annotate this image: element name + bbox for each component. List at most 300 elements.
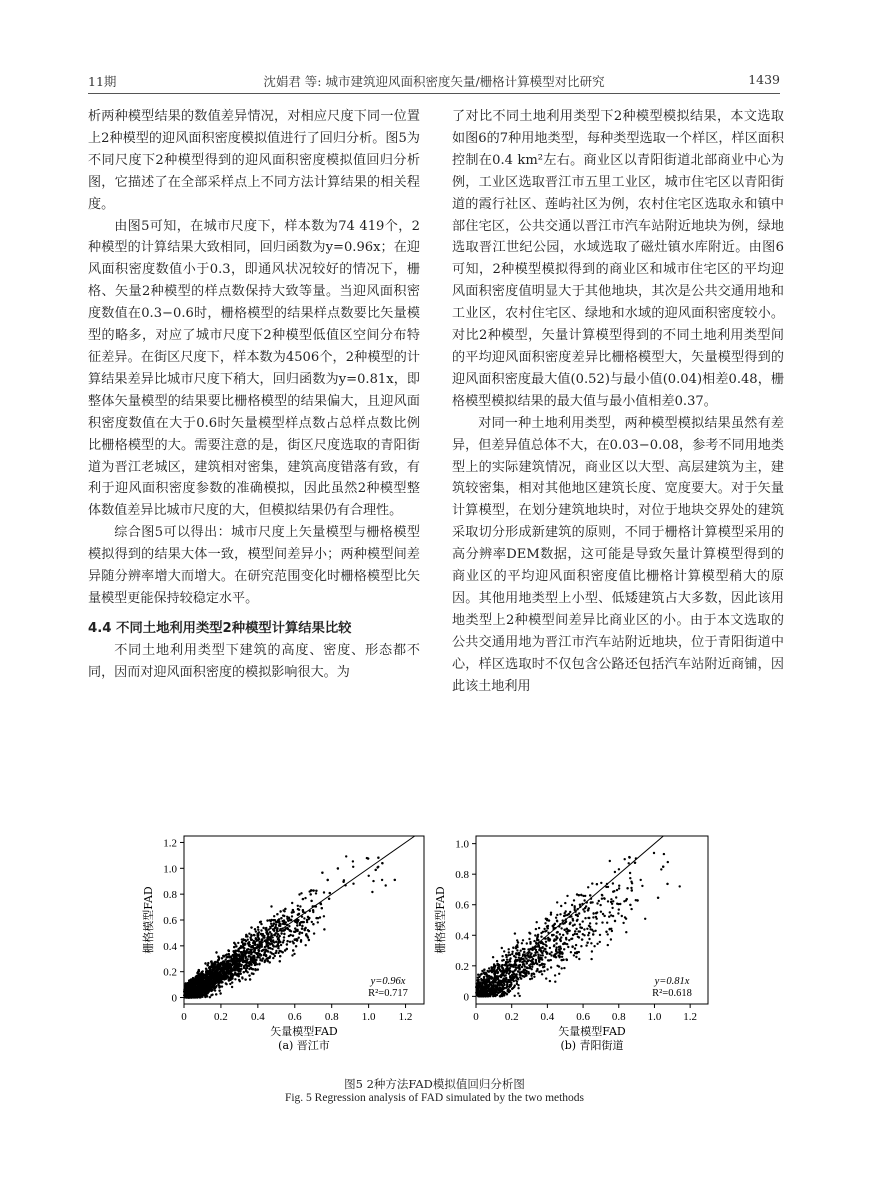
- data-point: [205, 995, 207, 997]
- data-point: [275, 941, 277, 943]
- issue-label: 11期: [88, 74, 117, 89]
- paragraph: 综合图5可以得出：城市尺度上矢量模型与栅格模型模拟得到的结果大体一致，模型间差异小；两种模型间差异随分辨率增大而增大。在研究范围变化时栅格模型比矢量模型更能保持较稳定水平。: [88, 525, 420, 606]
- y-tick-label: 1.0: [455, 838, 469, 851]
- data-point: [303, 917, 305, 919]
- data-point: [588, 938, 590, 940]
- data-point: [219, 979, 221, 981]
- data-point: [550, 966, 552, 968]
- data-point: [550, 951, 552, 953]
- data-point: [574, 930, 576, 932]
- data-point: [555, 949, 557, 951]
- data-point: [573, 954, 575, 956]
- data-point: [304, 929, 306, 931]
- data-point: [299, 905, 301, 907]
- data-point: [521, 961, 523, 963]
- data-point: [588, 932, 590, 934]
- data-point: [634, 862, 636, 864]
- data-point: [274, 919, 276, 921]
- data-point: [278, 921, 280, 923]
- data-point: [214, 961, 216, 963]
- data-point: [254, 928, 256, 930]
- data-point: [271, 948, 273, 950]
- data-point: [483, 976, 485, 978]
- y-axis-label: 栅格模型FAD: [434, 886, 447, 954]
- x-tick-label: 0.8: [611, 1011, 626, 1023]
- data-point: [546, 968, 548, 970]
- data-point: [497, 967, 499, 969]
- data-point: [286, 940, 288, 942]
- data-point: [248, 974, 250, 976]
- data-point: [545, 941, 547, 943]
- data-point: [233, 973, 235, 975]
- data-point: [494, 974, 496, 976]
- y-tick-label: 0: [463, 991, 469, 1004]
- data-point: [496, 960, 498, 962]
- data-point: [611, 903, 613, 905]
- data-point: [549, 947, 551, 949]
- data-point: [243, 971, 245, 973]
- data-point: [556, 965, 558, 967]
- data-point: [575, 928, 577, 930]
- data-point: [221, 957, 223, 959]
- data-point: [529, 932, 531, 934]
- data-point: [492, 956, 494, 958]
- data-point: [367, 857, 369, 859]
- data-point: [258, 963, 260, 965]
- data-point: [542, 954, 544, 956]
- data-point: [512, 947, 514, 949]
- data-point: [565, 921, 567, 923]
- data-point: [622, 922, 624, 924]
- data-point: [566, 914, 568, 916]
- data-point: [300, 921, 302, 923]
- data-point: [317, 921, 319, 923]
- data-point: [273, 915, 275, 917]
- data-point: [514, 995, 516, 997]
- data-point: [528, 938, 530, 940]
- data-point: [584, 907, 586, 909]
- data-point: [493, 969, 495, 971]
- data-point: [188, 985, 190, 987]
- data-point: [269, 919, 271, 921]
- paragraph: 析两种模型结果的数值差异情况，对相应尺度下同一位置上2种模型的迎风面积密度模拟值进行了回归分析。图5为不同尺度下2种模型得到的迎风面积密度模拟值回归分析图，它描述了在全部采样点上不同方法计算结果的相关程度。: [88, 109, 420, 212]
- data-point: [217, 956, 219, 958]
- data-point: [279, 960, 281, 962]
- data-point: [227, 970, 229, 972]
- data-point: [234, 950, 236, 952]
- data-point: [508, 951, 510, 953]
- data-point: [599, 904, 601, 906]
- data-point: [593, 945, 595, 947]
- data-point: [265, 945, 267, 947]
- data-point: [207, 962, 209, 964]
- y-tick-label: 0.4: [455, 930, 469, 943]
- data-point: [612, 891, 614, 893]
- data-point: [603, 915, 605, 917]
- left-column: [88, 106, 420, 684]
- data-point: [312, 923, 314, 925]
- data-point: [547, 927, 549, 929]
- data-point: [352, 883, 354, 885]
- data-point: [630, 887, 632, 889]
- data-point: [592, 933, 594, 935]
- data-point: [321, 907, 323, 909]
- data-point: [279, 910, 281, 912]
- data-point: [513, 955, 515, 957]
- data-point: [277, 933, 279, 935]
- y-tick-label: 0.6: [163, 915, 177, 927]
- data-point: [556, 914, 558, 916]
- data-point: [628, 862, 630, 864]
- data-point: [580, 945, 582, 947]
- data-point: [587, 909, 589, 911]
- data-point: [607, 944, 609, 946]
- data-point: [517, 941, 519, 943]
- data-point: [262, 957, 264, 959]
- data-point: [225, 975, 227, 977]
- data-point: [569, 911, 571, 913]
- header-rule: [88, 93, 780, 94]
- data-point: [493, 971, 495, 973]
- data-point: [501, 964, 503, 966]
- data-point: [535, 960, 537, 962]
- data-point: [223, 962, 225, 964]
- data-point: [503, 994, 505, 996]
- data-point: [279, 950, 281, 952]
- data-point: [203, 988, 205, 990]
- data-point: [618, 868, 620, 870]
- paragraph: 对同一种土地利用类型，两种模型模拟结果虽然有差异，但差异值总体不大，在0.03−0.08，参考不同用地类型上的实际建筑情况，商业区以大型、高层建筑为主，建筑较密集，相对其他地区建筑长度、宽度要大。对于矢量计算模型，在划分建筑地块时，对位于地块交界处的建筑采取切分形成新建筑的原则，不同于栅格计算模型采用的高分辨率DEM数据，这可能是导致矢量计算模型得到的商业区的平均迎风面积密度值比栅格计算模型稍大的原因。其他用地类型上小型、低矮建筑占大多数，因此该用地类型上2种模型间差异比商业区的小。由于本文选取的公共交通用地为晋江市汽车站附近地块，位于青阳街道中心，样区选取时不仅包含公路还包括汽车站附近商铺，因此该土地利用: [452, 415, 784, 694]
- data-point: [584, 895, 586, 897]
- data-point: [197, 995, 199, 997]
- data-point: [263, 937, 265, 939]
- data-point: [624, 858, 626, 860]
- data-point: [614, 871, 616, 873]
- data-point: [315, 890, 317, 892]
- data-point: [515, 967, 517, 969]
- data-point: [259, 921, 261, 923]
- data-point: [288, 925, 290, 927]
- x-tick-label: 0.6: [576, 1011, 590, 1023]
- data-point: [562, 943, 564, 945]
- data-point: [653, 852, 655, 854]
- data-point: [244, 957, 246, 959]
- data-point: [533, 940, 535, 942]
- data-point: [542, 950, 544, 952]
- data-point: [501, 947, 503, 949]
- data-point: [202, 974, 204, 976]
- data-point: [245, 965, 247, 967]
- y-tick-label: 1.2: [163, 837, 177, 850]
- data-point: [217, 962, 219, 964]
- data-point: [525, 972, 527, 974]
- data-point: [501, 955, 503, 957]
- data-point: [571, 904, 573, 906]
- data-point: [545, 977, 547, 979]
- data-point: [596, 943, 598, 945]
- data-point: [266, 919, 268, 921]
- data-point: [273, 930, 275, 932]
- data-point: [207, 973, 209, 975]
- data-point: [548, 919, 550, 921]
- data-point: [506, 993, 508, 995]
- data-point: [524, 969, 526, 971]
- data-point: [315, 917, 317, 919]
- data-point: [251, 959, 253, 961]
- data-point: [480, 979, 482, 981]
- data-point: [231, 986, 233, 988]
- data-point: [242, 939, 244, 941]
- data-point: [503, 950, 505, 952]
- data-point: [215, 986, 217, 988]
- scatter-panel-b: [433, 836, 708, 1052]
- data-point: [248, 941, 250, 943]
- data-point: [272, 957, 274, 959]
- data-point: [523, 948, 525, 950]
- data-point: [381, 862, 383, 864]
- data-point: [283, 933, 285, 935]
- data-point: [592, 912, 594, 914]
- data-point: [194, 979, 196, 981]
- r-squared-label: R²=0.618: [652, 988, 692, 999]
- data-point: [284, 949, 286, 951]
- data-point: [515, 975, 517, 977]
- figure-caption-zh: 图5 2种方法FAD模拟值回归分析图: [344, 1077, 525, 1091]
- data-point: [572, 924, 574, 926]
- data-point: [217, 978, 219, 980]
- data-point: [487, 994, 489, 996]
- data-point: [570, 938, 572, 940]
- data-point: [275, 952, 277, 954]
- data-point: [579, 923, 581, 925]
- data-point: [225, 983, 227, 985]
- data-point: [621, 915, 623, 917]
- data-point: [623, 900, 625, 902]
- data-point: [243, 965, 245, 967]
- data-point: [310, 900, 312, 902]
- data-point: [548, 938, 550, 940]
- x-axis-label: 矢量模型FAD: [558, 1025, 626, 1038]
- data-point: [196, 991, 198, 993]
- data-point: [205, 984, 207, 986]
- data-point: [522, 970, 524, 972]
- data-point: [298, 933, 300, 935]
- data-point: [241, 977, 243, 979]
- data-point: [201, 971, 203, 973]
- data-point: [255, 938, 257, 940]
- data-point: [541, 963, 543, 965]
- x-tick-label: 0.6: [287, 1011, 302, 1023]
- x-tick-label: 1.2: [683, 1011, 698, 1023]
- data-point: [514, 932, 516, 934]
- y-tick-label: 1.0: [163, 863, 177, 876]
- data-point: [596, 883, 598, 885]
- data-point: [248, 965, 250, 967]
- data-point: [228, 953, 230, 955]
- panel-subtitle: (a) 晋江市: [278, 1039, 330, 1052]
- paragraph: 了对比不同土地利用类型下2种模型模拟结果，本文选取如图6的7种用地类型，每种类型选取一个样区，样区面积控制在0.4 km²左右。商业区以青阳街道北部商业中心为例，工业区选取晋江市五里工业区，城市住宅区以青阳街道的霞行社区、莲屿社区为例，农村住宅区选取永和镇中部住宅区，公共交通以晋江市汽车站附近地块为例，绿地选取晋江世纪公园，水域选取了磁灶镇水库附近。由图6可知，2种模型模拟得到的商业区和城市住宅区的平均迎风面积密度值明显大于其他地块，其次是公共交通用地和工业区，农村住宅区、绿地和水域的迎风面积密度较小。对比2种模型，矢量计算模型得到的不同土地利用类型间的平均迎风面积密度差异比栅格模型大，矢量模型得到的迎风面积密度最大值(0.52)与最小值(0.04)相差0.48，栅格模型模拟结果的最大值与最小值相差0.37。: [452, 109, 784, 409]
- data-point: [606, 922, 608, 924]
- data-point: [663, 853, 665, 855]
- data-point: [519, 995, 521, 997]
- data-point: [519, 960, 521, 962]
- data-point: [238, 963, 240, 965]
- data-point: [494, 992, 496, 994]
- data-point: [227, 960, 229, 962]
- data-point: [551, 934, 553, 936]
- data-point: [527, 960, 529, 962]
- y-tick-label: 0.6: [455, 899, 469, 912]
- data-point: [328, 898, 330, 900]
- x-tick-label: 0: [181, 1011, 187, 1023]
- data-point: [375, 869, 377, 871]
- data-point: [279, 955, 281, 957]
- data-point: [477, 974, 479, 976]
- r-squared-label: R²=0.717: [368, 988, 408, 999]
- data-point: [618, 887, 620, 889]
- data-point: [505, 961, 507, 963]
- data-point: [555, 942, 557, 944]
- data-point: [625, 931, 627, 933]
- data-point: [600, 882, 602, 884]
- data-point: [513, 986, 515, 988]
- data-point: [564, 902, 566, 904]
- data-point: [540, 936, 542, 938]
- data-point: [612, 900, 614, 902]
- data-point: [518, 954, 520, 956]
- data-point: [496, 982, 498, 984]
- data-point: [569, 922, 571, 924]
- data-point: [478, 979, 480, 981]
- data-point: [662, 866, 664, 868]
- data-point: [292, 949, 294, 951]
- data-point: [531, 973, 533, 975]
- data-point: [565, 938, 567, 940]
- data-point: [211, 962, 213, 964]
- data-point: [567, 946, 569, 948]
- data-point: [587, 934, 589, 936]
- data-point: [537, 954, 539, 956]
- data-point: [296, 924, 298, 926]
- data-point: [538, 964, 540, 966]
- data-point: [605, 931, 607, 933]
- data-point: [302, 911, 304, 913]
- data-point: [308, 930, 310, 932]
- data-point: [225, 972, 227, 974]
- data-point: [628, 856, 630, 858]
- data-point: [306, 921, 308, 923]
- data-point: [544, 922, 546, 924]
- data-point: [218, 990, 220, 992]
- data-point: [250, 946, 252, 948]
- data-point: [587, 886, 589, 888]
- data-point: [580, 894, 582, 896]
- data-point: [196, 972, 198, 974]
- data-point: [301, 932, 303, 934]
- data-point: [543, 928, 545, 930]
- data-point: [630, 881, 632, 883]
- data-point: [617, 912, 619, 914]
- data-point: [576, 933, 578, 935]
- data-point: [600, 911, 602, 913]
- data-point: [507, 954, 509, 956]
- data-point: [257, 937, 259, 939]
- data-point: [214, 989, 216, 991]
- data-point: [555, 917, 557, 919]
- x-tick-label: 0.8: [324, 1011, 339, 1023]
- data-point: [215, 951, 217, 953]
- data-point: [297, 908, 299, 910]
- data-point: [574, 907, 576, 909]
- data-point: [481, 994, 483, 996]
- data-point: [554, 953, 556, 955]
- data-point: [280, 917, 282, 919]
- data-point: [280, 932, 282, 934]
- data-point: [221, 985, 223, 987]
- data-point: [276, 913, 278, 915]
- data-point: [280, 944, 282, 946]
- data-point: [507, 990, 509, 992]
- data-point: [277, 937, 279, 939]
- data-point: [516, 949, 518, 951]
- data-point: [250, 953, 252, 955]
- data-point: [304, 927, 306, 929]
- data-point: [570, 951, 572, 953]
- data-point: [219, 976, 221, 978]
- scatter-panel-a: [141, 836, 424, 1052]
- data-point: [297, 905, 299, 907]
- data-point: [571, 946, 573, 948]
- data-point: [609, 860, 611, 862]
- x-tick-label: 0.4: [540, 1011, 555, 1023]
- data-point: [238, 950, 240, 952]
- data-point: [266, 950, 268, 952]
- data-point: [244, 967, 246, 969]
- data-point: [563, 967, 565, 969]
- data-point: [291, 915, 293, 917]
- data-point: [537, 939, 539, 941]
- data-point: [555, 946, 557, 948]
- data-point: [522, 964, 524, 966]
- data-point: [555, 935, 557, 937]
- data-point: [511, 974, 513, 976]
- data-point: [521, 966, 523, 968]
- data-point: [573, 899, 575, 901]
- data-point: [300, 941, 302, 943]
- data-point: [260, 929, 262, 931]
- data-point: [644, 918, 646, 920]
- data-point: [394, 879, 396, 881]
- data-point: [504, 980, 506, 982]
- data-point: [515, 979, 517, 981]
- data-point: [545, 930, 547, 932]
- data-point: [478, 995, 480, 997]
- data-point: [254, 969, 256, 971]
- x-tick-label: 0: [473, 1011, 479, 1023]
- data-point: [282, 941, 284, 943]
- data-point: [312, 909, 314, 911]
- data-point: [496, 972, 498, 974]
- data-point: [578, 912, 580, 914]
- data-point: [211, 972, 213, 974]
- data-point: [215, 969, 217, 971]
- data-point: [591, 950, 593, 952]
- data-point: [273, 941, 275, 943]
- data-point: [535, 970, 537, 972]
- data-point: [371, 891, 373, 893]
- data-point: [253, 951, 255, 953]
- data-point: [302, 898, 304, 900]
